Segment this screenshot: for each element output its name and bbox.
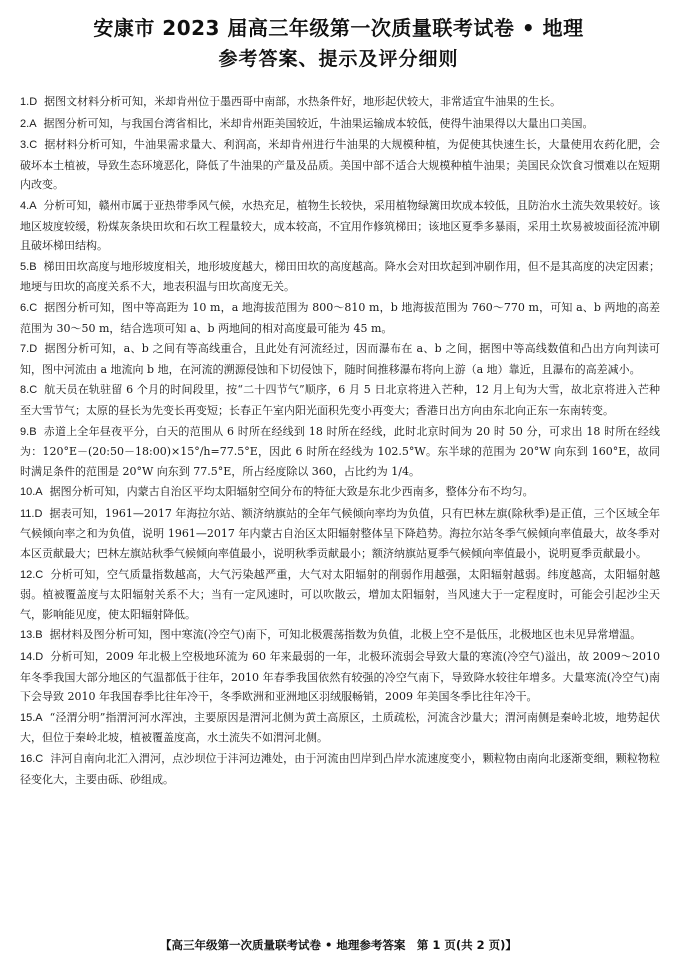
answer-explanation: 据图分析可知，内蒙古自治区平均太阳辐射空间分布的特征大致是东北少西南多，整体分布不均匀。	[49, 485, 534, 499]
answer-number: 5.	[20, 260, 30, 273]
answer-key: D	[29, 96, 38, 108]
answer-key: C	[29, 139, 38, 152]
answer-explanation: 据图分析可知，图中等高距为 10 m，a 地海拔范围为 800～810 m，b 地海拔范围为 760～770 m，可知 a、b 两地的高差范围为 30～50 m，结合选项可知 a、b 两地间的相对高度最可能为 45 m。	[20, 300, 660, 335]
answer-explanation: 据图文材料分析可知，米却肯州位于墨西哥中南部，水热条件好，地形起伏较大，非常适宜牛油果的生长。	[44, 95, 562, 108]
page-footer: 【高三年级第一次质量联考试卷 • 地理参考答案 第 1 页(共 2 页)】	[160, 938, 517, 952]
answer-explanation: 沣河自南向北汇入渭河，点沙坝位于沣河边滩处，由于河流由凹岸到凸岸水流速度变小，颗粒物由南向北逐渐变细，颗粒物粒径变化大，主要由砾、砂组成。	[20, 752, 660, 786]
answer-key: C	[29, 384, 38, 397]
answer-number: 12.	[20, 568, 36, 581]
answer-number: 16.	[20, 753, 36, 765]
answer-item	[20, 380, 660, 420]
answer-number: 3.	[20, 139, 30, 152]
answer-key: B	[29, 260, 37, 273]
answer-explanation: 航天员在轨驻留 6 个月的时间段里，按“二十四节气”顺序，6 月 5 日北京将进入芒种，12 月上旬为大雪，故北京将进入芒种至大雪节气；太原的昼长为先变长再变短；长春正午室内阳光面积先变小再变大；香港日出方向由东北向正东一东南转变。	[20, 383, 660, 417]
answer-explanation: 分析可知，空气质量指数越高，大气污染越严重，大气对太阳辐射的削弱作用越强，太阳辐射越弱。纬度越高，太阳辐射越弱。植被覆盖度与太阳辐射关系不大；当有一定风速时，可以吹散云，增加太阳辐射，当风速大于一定程度时，可能会引起沙尘天气，影响能见度，使太阳辐射降低。	[20, 567, 660, 621]
answer-item	[20, 749, 660, 789]
answer-key: A	[35, 711, 43, 724]
answer-number: 4.	[20, 199, 30, 212]
answer-item	[20, 339, 660, 379]
answer-number: 10.	[20, 486, 36, 499]
answer-item	[20, 92, 660, 113]
answer-key: C	[35, 753, 44, 765]
answer-item	[20, 422, 660, 482]
answer-key: D	[29, 343, 38, 356]
answer-item	[20, 708, 660, 748]
answer-item	[20, 135, 660, 195]
answer-key: D	[35, 651, 44, 664]
answer-key: C	[29, 301, 38, 314]
answer-item	[20, 504, 660, 564]
answer-number: 14.	[20, 651, 36, 664]
answer-number: 15.	[20, 711, 36, 724]
answer-item	[20, 625, 660, 646]
answer-explanation: 分析可知，2009 年北极上空极地环流为 60 年来最弱的一年，北极环流弱会导致大量的寒流(冷空气)溢出，故 2009～2010 年冬季我国大部分地区的气温都低于往年，2010 年春季我国依然有较强的冷空气南下，导致降水较往年增多。大量寒流(冷空气)南下会导致 2010 年我国春季比往年冷干，冬季欧洲和亚洲地区羽绒服畅销，2009 年美国冬季比往年冷干。	[20, 650, 660, 704]
answer-number: 2.	[20, 117, 30, 130]
answer-key: D	[34, 507, 43, 520]
answer-explanation: 据材料及图分析可知，图中寒流(冷空气)南下，可知北极震荡指数为负值，北极上空不是低压，北极地区也未见异常增温。	[49, 628, 642, 642]
answer-item	[20, 298, 660, 338]
answer-number: 6.	[20, 301, 30, 314]
answer-key: B	[35, 629, 43, 642]
answer-item	[20, 114, 660, 135]
answer-number: 7.	[20, 343, 30, 356]
answer-item	[20, 565, 660, 625]
answer-explanation: 分析可知，赣州市属于亚热带季风气候，水热充足，植物生长较快，采用植物绿篱田坎成本较低，且防治水土流失效果较好。该地区坡度较缓，粉煤灰条块田坎和石坎工程量较大，成本较高，不宜用作修筑梯田；该地区夏季多暴雨，采用土坎易被坡面径流冲刷且破坏梯田结构。	[20, 198, 660, 253]
answer-key: B	[29, 425, 37, 438]
page-title: 安康市 2023 届高三年级第一次质量联考试卷 • 地理	[93, 16, 584, 40]
answer-key: A	[29, 117, 37, 130]
answer-explanation: 赤道上全年昼夜平分，白天的范围从 6 时所在经线到 18 时所在经线，此时北京时间为 20 时 50 分，可求出 18 时所在经线为：120°E－(20:50－18:00)×15°/h=77.5°E，因此 6 时所在经线为 102.5°W。东半球的范围为 20°W 向东到 160°E，故同时满足条件的范围是 20°W 向东到 77.5°E，所占经度除以 360，占比约为 1/4。	[20, 424, 660, 478]
answer-explanation: 据材料分析可知，牛油果需求量大、利润高，米却肯州进行牛油果的大规模种植，为促使其快速生长，大量使用农药化肥，会破坏本土植被，导致生态环境恶化，降低了牛油果的产量及品质。美国中部不适合大规模种植牛油果；美国民众饮食习惯难以在短期内改变。	[20, 138, 660, 192]
answer-number: 8.	[20, 384, 30, 397]
answer-number: 9.	[20, 425, 30, 438]
answer-list	[20, 92, 660, 790]
answer-explanation: 梯田田坎高度与地形坡度相关，地形坡度越大，梯田田坎的高度越高。降水会对田坎起到冲刷作用，但不是其高度的决定因素；地埂与田坎的高度关系不大，地表积温与田坎高度无关。	[20, 259, 660, 294]
answer-explanation: 据表可知，1961—2017 年海拉尔站、额济纳旗站的全年气候倾向率均为负值，只有巴林左旗(除秋季)是正值，三个区域全年气候倾向率之和为负值，说明 1961—2017 年内蒙古自治区太阳辐射整体呈下降趋势。海拉尔站冬季气候倾向率值最大，故冬季对本区贡献最大；巴林左旗站秋季气候倾向率值最小，说明秋季贡献最小；额济纳旗站夏季气候倾向率值最小，说明夏季贡献最小。	[20, 506, 660, 561]
answer-key: C	[35, 568, 44, 581]
answer-item	[20, 257, 660, 297]
page-subtitle: 参考答案、提示及评分细则	[218, 48, 459, 70]
answer-explanation: “泾渭分明”指渭河河水浑浊，主要原因是渭河北侧为黄土高原区，土质疏松，河流含沙量大；渭河南侧是秦岭北坡，地势起伏大，但位于秦岭北坡，植被覆盖度高，水土流失不如渭河北侧。	[20, 710, 660, 745]
answer-number: 1.	[20, 96, 30, 108]
answer-number: 13.	[20, 629, 36, 642]
answer-item	[20, 196, 660, 256]
answer-explanation: 据图分析可知，与我国台湾省相比，米却肯州距美国较近，牛油果运输成本较低，使得牛油果得以大量出口美国。	[43, 116, 594, 130]
answer-key: A	[29, 199, 37, 212]
answer-explanation: 据图分析可知，a、b 之间有等高线重合，且此处有河流经过，因而瀑布在 a、b 之间，据图中等高线数值和凸出方向判读可知，图中河流由 a 地流向 b 地，在河流的溯源侵蚀和下切侵蚀下，随时间推移瀑布将向上游（a 地）靠近，且瀑布的高差减小。	[20, 342, 660, 376]
answer-item	[20, 482, 660, 503]
answer-key: A	[35, 486, 43, 499]
answer-number: 11.	[20, 507, 35, 520]
answer-item	[20, 647, 660, 707]
